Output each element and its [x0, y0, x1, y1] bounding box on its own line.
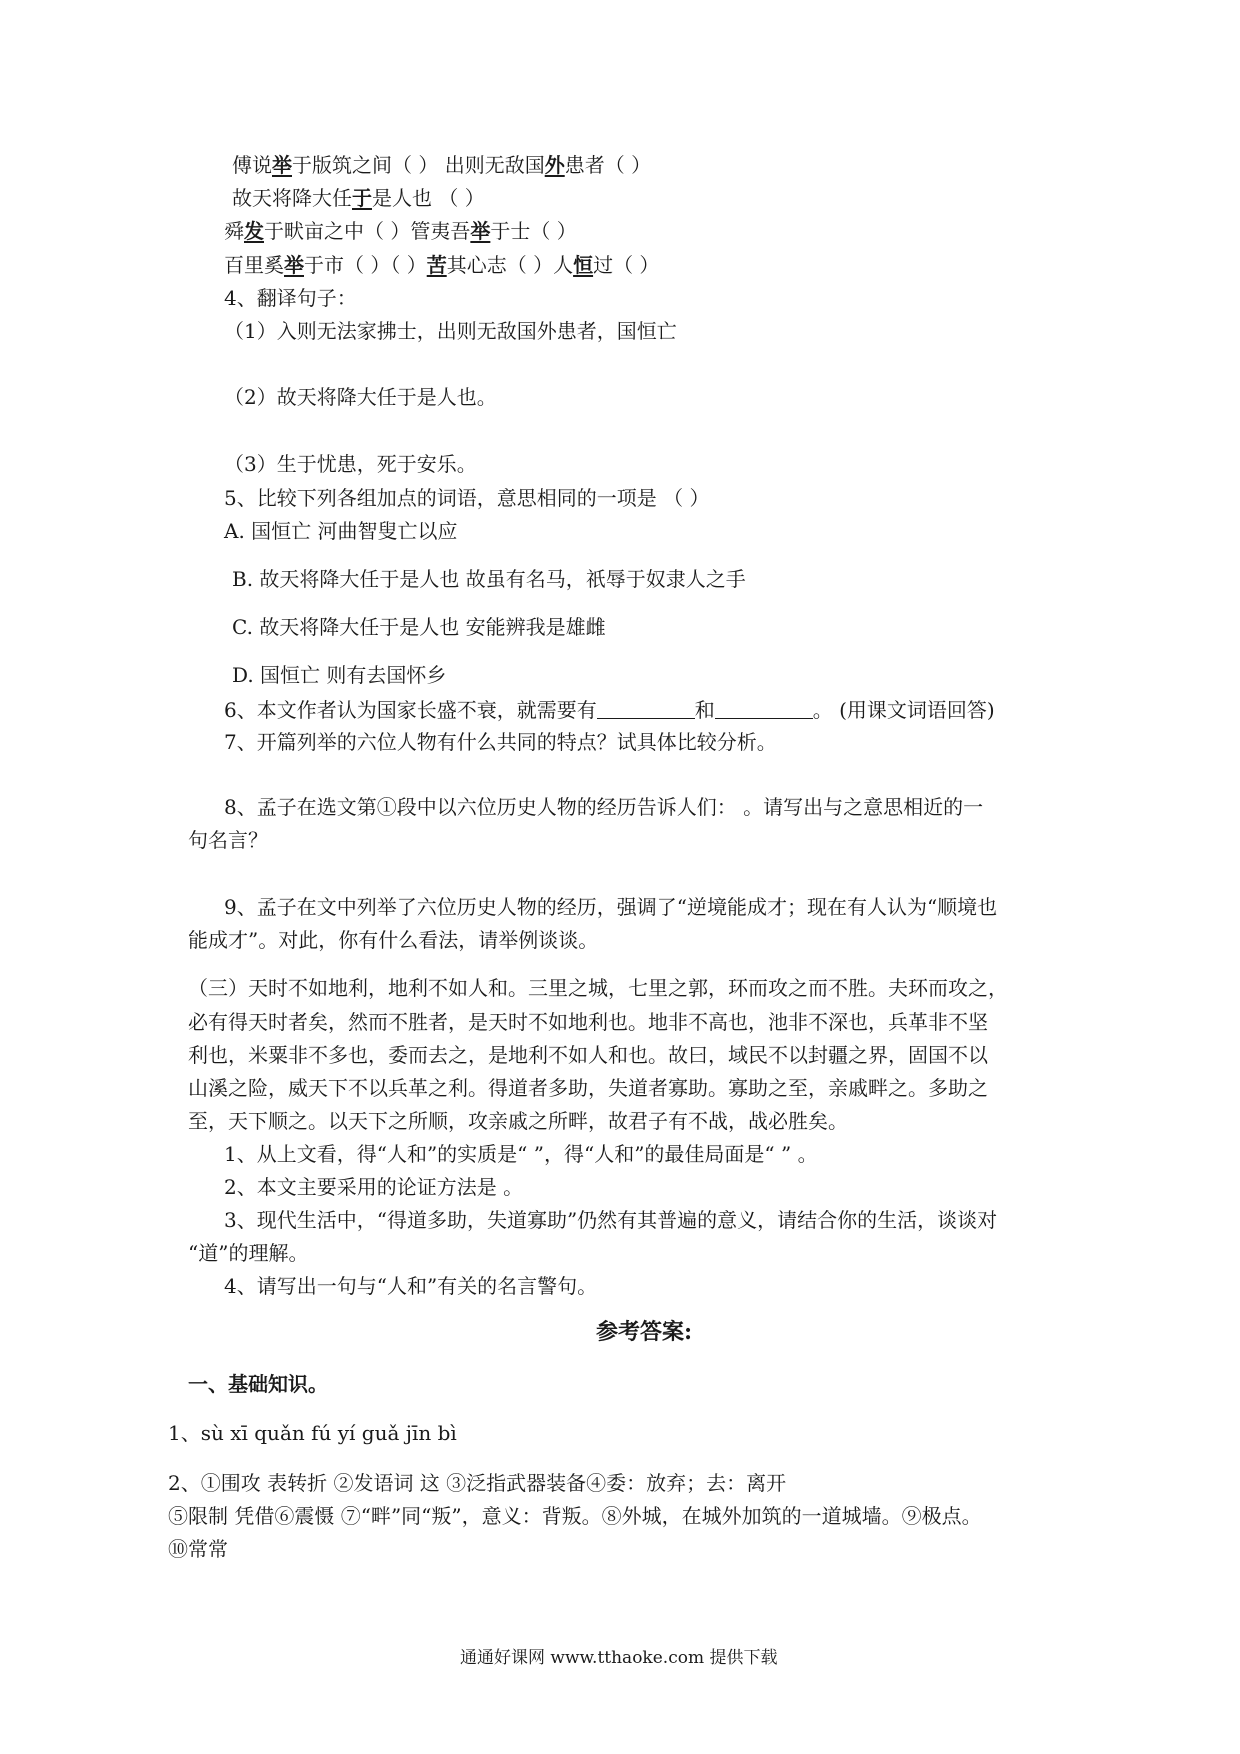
passage-3-question-3-line-2: “道”的理解。	[188, 1241, 309, 1265]
passage-3-line-4: 山溪之险，威天下不以兵革之利。得道者多助，失道者寡助。寡助之至，亲戚畔之。多助之	[188, 1076, 988, 1100]
question-5-option-b: B. 故天将降大任于是人也 故虽有名马，祇辱于奴隶人之手	[232, 567, 746, 591]
question-7: 7、开篇列举的六位人物有什么共同的特点？试具体比较分析。	[224, 730, 777, 754]
dotted-word: 发	[244, 219, 264, 243]
text: 于畎亩之中（ ）管夷吾	[264, 219, 471, 243]
answers-section-1: 一、基础知识。	[188, 1372, 328, 1396]
text: 于士（ ）	[490, 219, 577, 243]
question-8-line-1: 8、孟子在选文第①段中以六位历史人物的经历告诉人们： 。请写出与之意思相近的一	[224, 795, 984, 819]
question-4-sentence-2: （2）故天将降大任于是人也。	[224, 385, 497, 409]
question-9-line-2: 能成才”。对此，你有什么看法，请举例谈谈。	[188, 928, 599, 952]
text: 傅说	[232, 153, 272, 177]
question-9-line-1: 9、孟子在文中列举了六位历史人物的经历，强调了“逆境能成才；现在有人认为“顺境也	[224, 895, 998, 919]
word-line-2	[232, 184, 485, 212]
text: 是人也 （ ）	[372, 186, 485, 210]
passage-3-question-1: 1、从上文看，得“人和”的实质是“ ”，得“人和”的最佳局面是“ ” 。	[224, 1142, 818, 1166]
text: 。 (用课文词语回答)	[812, 698, 995, 722]
passage-3-line-1: （三）天时不如地利，地利不如人和。三里之城，七里之郭，环而攻之而不胜。夫环而攻之，	[188, 976, 1008, 1000]
question-5-option-a: A. 国恒亡 河曲智叟亡以应	[224, 519, 458, 543]
dotted-word: 举	[470, 219, 491, 243]
answer-1: 1、sù xī quǎn fú yí guǎ jīn bì	[168, 1421, 457, 1445]
page-footer: 通通好课网 www.tthaoke.com 提供下载	[460, 1648, 778, 1668]
question-6	[224, 696, 995, 724]
answer-2-line-1: 2、①围攻 表转折 ②发语词 这 ③泛指武器装备④委：放弃；去：离开	[168, 1471, 787, 1495]
text: 过（ ）	[593, 253, 660, 277]
dotted-word: 恒	[573, 253, 594, 277]
text: 患者（ ）	[564, 153, 652, 177]
question-4-sentence-3: （3）生于忧患，死于安乐。	[224, 452, 477, 476]
passage-3-question-3-line-1: 3、现代生活中，“得道多助，失道寡助”仍然有其普遍的意义，请结合你的生活，谈谈对	[224, 1208, 998, 1232]
question-5-option-d: D. 国恒亡 则有去国怀乡	[232, 663, 447, 687]
question-4-sentence-1: （1）入则无法家拂士，出则无敌国外患者，国恒亡	[224, 319, 677, 343]
text: 舜	[224, 219, 244, 243]
passage-3-line-2: 必有得天时者矣，然而不胜者，是天时不如地利也。地非不高也，池非不深也，兵革非不坚	[188, 1010, 988, 1034]
text: 故天将降大任	[232, 186, 352, 210]
text: 百里奚	[224, 253, 284, 277]
dotted-word: 举	[272, 153, 292, 177]
dotted-word: 于	[352, 186, 372, 210]
word-line-3	[224, 217, 577, 245]
question-5-title: 5、比较下列各组加点的词语，意思相同的一项是 （ ）	[224, 486, 710, 510]
text: 于版筑之间（ ） 出则无敌国	[292, 153, 545, 177]
text: 于市（ ）（ ）	[304, 253, 427, 277]
text: 其心志（ ）人	[446, 253, 574, 277]
answers-title: 参考答案:	[596, 1319, 693, 1345]
answer-2-line-2: ⑤限制 凭借⑥震慑 ⑦“畔”同“叛”，意义：背叛。⑧外城，在城外加筑的一道城墙。⑨极点。	[168, 1504, 982, 1528]
answer-2-line-3: ⑩常常	[168, 1537, 228, 1561]
passage-3-question-2: 2、本文主要采用的论证方法是 。	[224, 1175, 524, 1199]
question-5-option-c: C. 故天将降大任于是人也 安能辨我是雄雌	[232, 615, 606, 639]
dotted-word: 外	[544, 153, 565, 177]
dotted-word: 举	[284, 253, 304, 277]
passage-3-line-3: 利也，米粟非不多也，委而去之，是地利不如人和也。故曰，域民不以封疆之界，固国不以	[188, 1043, 988, 1067]
passage-3-line-5: 至，天下顺之。以天下之所顺，攻亲戚之所畔，故君子有不战，战必胜矣。	[188, 1109, 848, 1133]
word-line-1	[232, 151, 651, 179]
answer-blank[interactable]	[715, 698, 813, 719]
passage-3-question-4: 4、请写出一句与“人和”有关的名言警句。	[224, 1274, 598, 1298]
text: 6、本文作者认为国家长盛不衰，就需要有	[224, 698, 597, 722]
dotted-word: 苦	[426, 253, 447, 277]
answer-blank[interactable]	[597, 698, 695, 719]
question-8-line-2: 句名言？	[188, 828, 268, 852]
question-4-title: 4、翻译句子：	[224, 286, 357, 310]
text: 和	[694, 698, 715, 722]
word-line-4	[224, 251, 659, 279]
